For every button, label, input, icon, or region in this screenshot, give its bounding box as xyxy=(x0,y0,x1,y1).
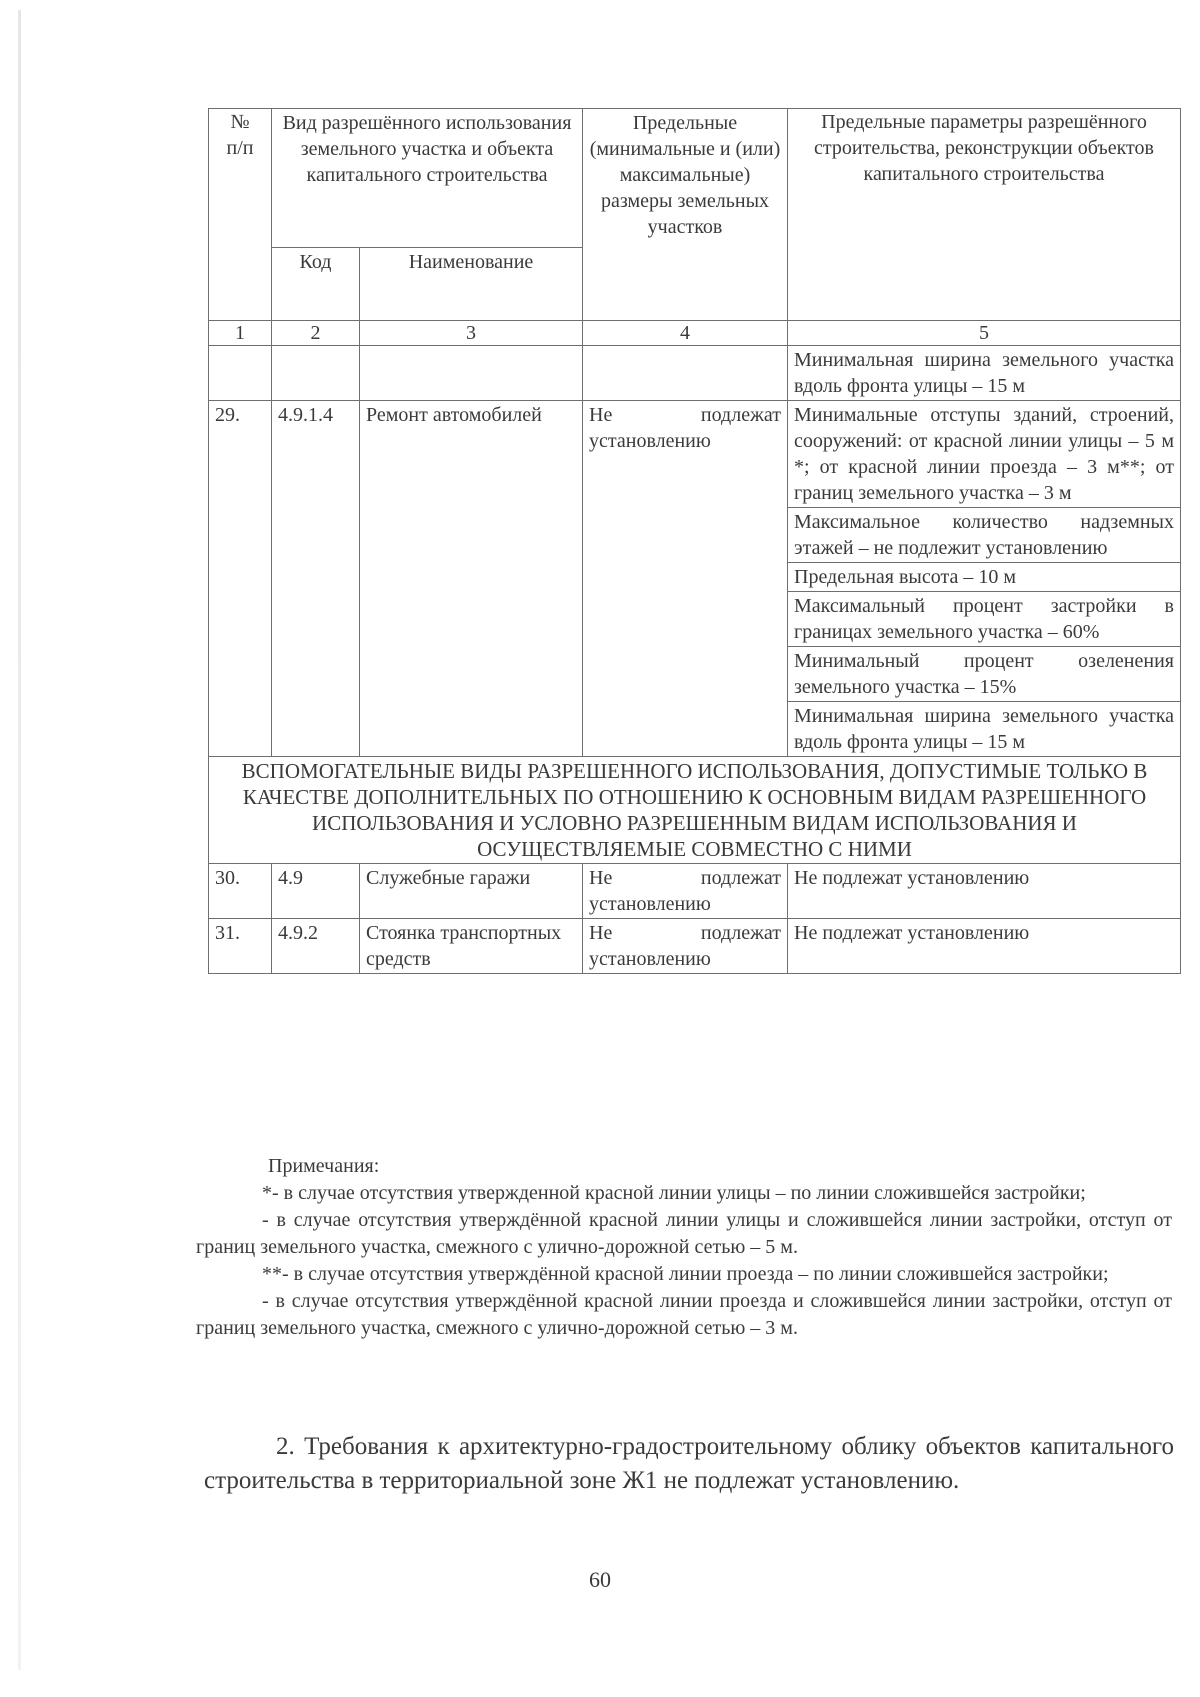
row-29-param: Предельная высота – 10 м xyxy=(788,563,1181,592)
requirement-text: 2. Требования к архитектурно-градостроительному облику объектов капитального строительства в территориальной зоне Ж1 не подлежат установлению. xyxy=(204,1433,1174,1494)
row-30-code: 4.9 xyxy=(272,864,360,919)
page-number: 60 xyxy=(589,1567,611,1592)
continuation-row xyxy=(209,346,1181,401)
row-31-code: 4.9.2 xyxy=(272,919,360,974)
row-30-params: Не подлежат установлению xyxy=(788,864,1181,919)
requirement-paragraph xyxy=(204,1430,1174,1498)
header-kind-group: Вид разрешённого использования земельного участка и объекта капитального строительства xyxy=(272,109,583,248)
col-number-3: 3 xyxy=(360,321,583,346)
table-row xyxy=(209,864,1181,919)
col-number-2: 2 xyxy=(272,321,360,346)
section-title-row xyxy=(209,757,1181,864)
header-num: № п/п xyxy=(209,109,272,321)
row-29-param: Минимальные отступы зданий, строений, сооружений: от красной линии улицы – 5 м *; от красной линии проезда – 3 м**; от границ земельного участка – 3 м xyxy=(788,401,1181,508)
table-row xyxy=(209,401,1181,508)
note-1: *- в случае отсутствия утвержденной красной линии улицы – по линии сложившейся застройки; xyxy=(262,1182,1086,1204)
section-title: ВСПОМОГАТЕЛЬНЫЕ ВИДЫ РАЗРЕШЕННОГО ИСПОЛЬЗОВАНИЯ, ДОПУСТИМЫЕ ТОЛЬКО В КАЧЕСТВЕ ДОПОЛНИТЕЛЬНЫХ ПО ОТНОШЕНИЮ К ОСНОВНЫМ ВИДАМ РАЗРЕШЕННОГО ИСПОЛЬЗОВАНИЯ И УСЛОВНО РАЗРЕШЕННЫМ ВИДАМ ИСПОЛЬЗОВАНИЯ И ОСУЩЕСТВЛЯЕМЫЕ СОВМЕСТНО С НИМИ xyxy=(209,757,1181,864)
row-29-name: Ремонт автомобилей xyxy=(360,401,583,757)
row-29-param: Минимальная ширина земельного участка вдоль фронта улицы – 15 м xyxy=(788,702,1181,757)
notes-title: Примечания: xyxy=(268,1155,380,1177)
header-size: Предельные (минимальные и (или) максимальные) размеры земельных участков xyxy=(583,109,788,321)
row-30-name: Служебные гаражи xyxy=(360,864,583,919)
row-29-param: Максимальный процент застройки в границах земельного участка – 60% xyxy=(788,592,1181,647)
row-29-num: 29. xyxy=(209,401,272,757)
row-29-code: 4.9.1.4 xyxy=(272,401,360,757)
note-4: - в случае отсутствия утверждённой красной линии проезда и сложившейся линии застройки, отступ от границ земельного участка, смежного с улично-дорожной сетью – 3 м. xyxy=(196,1290,1172,1339)
note-2: - в случае отсутствия утверждённой красной линии улицы и сложившейся линии застройки, отступ от границ земельного участка, смежного с улично-дорожной сетью – 5 м. xyxy=(196,1209,1172,1258)
header-code: Код xyxy=(272,248,360,321)
row-30-size: Не подлежат установлению xyxy=(583,864,788,919)
row-31-size: Не подлежат установлению xyxy=(583,919,788,974)
row-31-num: 31. xyxy=(209,919,272,974)
row-29-param: Минимальный процент озеленения земельного участка – 15% xyxy=(788,647,1181,702)
row-29-param: Максимальное количество надземных этажей – не подлежит установлению xyxy=(788,508,1181,563)
header-row-top xyxy=(209,109,1181,248)
col-number-1: 1 xyxy=(209,321,272,346)
row-29-size: Не подлежат установлению xyxy=(583,401,788,757)
col-number-4: 4 xyxy=(583,321,788,346)
scan-edge xyxy=(18,10,21,1670)
table-row xyxy=(209,919,1181,974)
header-name: Наименование xyxy=(360,248,583,321)
column-number-row xyxy=(209,321,1181,346)
col-number-5: 5 xyxy=(788,321,1181,346)
header-params: Предельные параметры разрешённого строительства, реконструкции объектов капитального строительства xyxy=(788,109,1181,321)
row-31-name: Стоянка транспортных средств xyxy=(360,919,583,974)
zoning-table xyxy=(208,108,1181,974)
notes xyxy=(196,1153,1172,1342)
row-31-params: Не подлежат установлению xyxy=(788,919,1181,974)
continuation-param: Минимальная ширина земельного участка вдоль фронта улицы – 15 м xyxy=(788,346,1181,401)
row-30-num: 30. xyxy=(209,864,272,919)
note-3: **- в случае отсутствия утверждённой красной линии проезда – по линии сложившейся застройки; xyxy=(262,1263,1109,1285)
